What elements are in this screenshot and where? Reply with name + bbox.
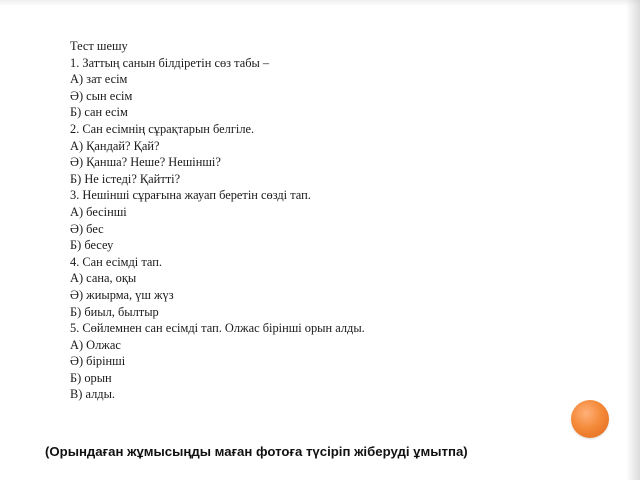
q5-option-v: В) алды. <box>70 387 116 402</box>
test-content <box>70 38 540 403</box>
slide-right-shadow <box>626 0 640 480</box>
orange-circle-decoration <box>571 400 609 438</box>
q3-option-a: А) бесінші <box>70 204 127 219</box>
q5-option-a: А) Олжас <box>70 337 121 352</box>
q2-option-a: А) Қандай? Қай? <box>70 138 160 153</box>
q4-option-a: А) сана, оқы <box>70 271 137 286</box>
footer-instruction: (Орындаған жұмысыңды маған фотоға түсіріп жіберуді ұмытпа) <box>45 444 468 459</box>
question-3: 3. Нешінші сұрағына жауап беретін сөзді тап. <box>70 188 311 203</box>
q1-option-a: А) зат есім <box>70 72 128 87</box>
q1-option-ae: Ә) сын есім <box>70 88 133 103</box>
q3-option-ae: Ә) бес <box>70 221 104 236</box>
q4-option-ae: Ә) жиырма, үш жүз <box>70 287 174 302</box>
q2-option-ae: Ә) Қанша? Неше? Нешінші? <box>70 155 221 170</box>
question-5: 5. Сөйлемнен сан есімді тап. Олжас бірінші орын алды. <box>70 321 365 336</box>
question-1: 1. Заттың санын білдіретін сөз табы – <box>70 55 270 70</box>
q1-option-b: Б) сан есім <box>70 105 128 120</box>
q4-option-b: Б) биыл, былтыр <box>70 304 159 319</box>
slide-top-edge <box>0 0 640 6</box>
question-2: 2. Сан есімнің сұрақтарын белгіле. <box>70 121 255 136</box>
q5-option-ae: Ә) бірінші <box>70 354 126 369</box>
q2-option-b: Б) Не істеді? Қайтті? <box>70 171 181 186</box>
q3-option-b: Б) бесеу <box>70 238 114 253</box>
test-title: Тест шешу <box>70 39 128 53</box>
q5-option-b: Б) орын <box>70 370 112 385</box>
question-4: 4. Сан есімді тап. <box>70 254 162 269</box>
